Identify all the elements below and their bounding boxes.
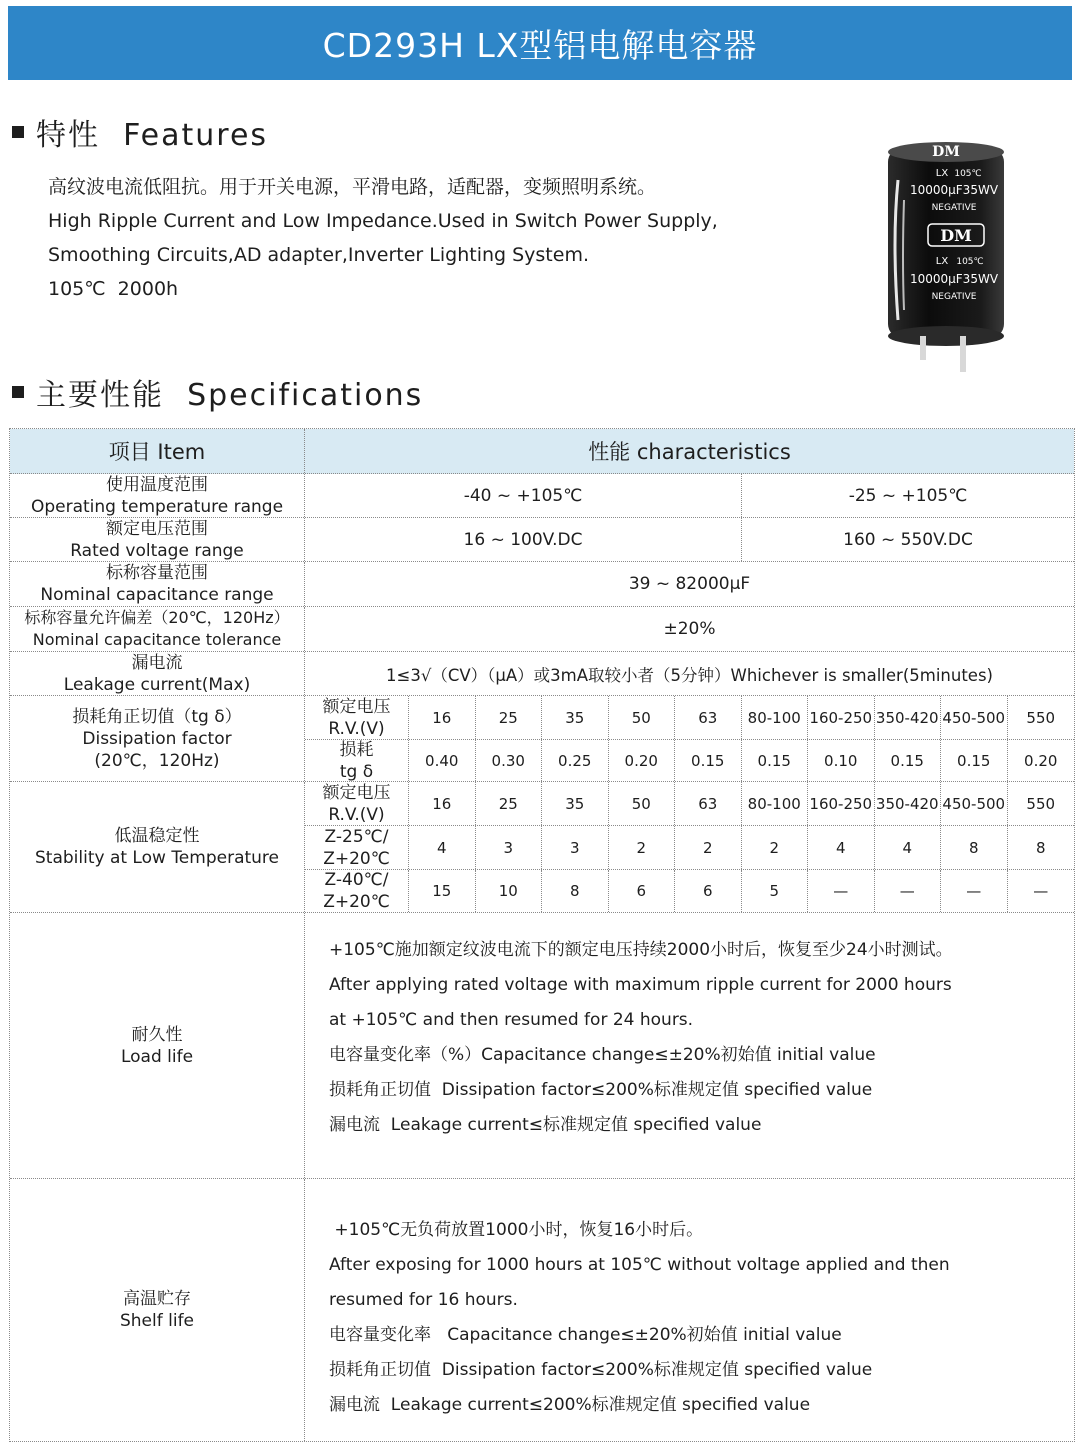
row-rated-voltage	[10, 518, 1074, 562]
label-en: Nominal capacitance range	[40, 585, 274, 605]
tg-delta-cell: 0.40	[409, 740, 476, 781]
label-line: Z+20℃	[323, 848, 390, 869]
rated-voltage-cell: 550	[1026, 708, 1056, 727]
row-label	[10, 474, 305, 517]
header-characteristics: 性能 characteristics	[588, 440, 791, 464]
row-label	[10, 562, 305, 606]
label-zh: 高温贮存	[123, 1289, 191, 1309]
features-line: 105℃ 2000h	[48, 278, 179, 300]
label-zh: 额定电压	[322, 696, 391, 717]
rated-voltage-cell: 50	[609, 696, 676, 739]
load-life-line: 电容量变化率（%）Capacitance change≤±20%初始值 initial value	[329, 1045, 876, 1065]
row-shelf-life	[10, 1179, 1074, 1441]
load-life-line: +105℃施加额定纹波电流下的额定电压持续2000小时后，恢复至少24小时测试。	[329, 940, 953, 960]
rated-voltage-cell: 25	[476, 782, 543, 825]
tg-delta-cell: 0.15	[675, 740, 742, 781]
label-en: Load life	[120, 1046, 194, 1067]
label-en: Dissipation factor	[82, 728, 232, 749]
row-label	[10, 518, 305, 561]
series-mark: LX	[935, 168, 949, 179]
negative-mark: NEGATIVE	[931, 292, 977, 302]
features-heading	[12, 110, 268, 154]
tg-delta-cell: 0.25	[542, 740, 609, 781]
label-zh: 额定电压	[322, 782, 391, 803]
row-capacitance-tolerance	[10, 607, 1074, 652]
label-zh: 额定电压范围	[106, 518, 208, 539]
row-label	[10, 913, 305, 1178]
z40-cell: 15	[409, 870, 476, 912]
label-en: Shelf life	[119, 1311, 195, 1331]
features-heading-text: 特性 Features	[36, 118, 269, 153]
rated-voltage-cell: 63	[675, 696, 742, 739]
rated-voltage-cell: 450-500	[941, 782, 1008, 825]
rated-voltage-cell: 35	[542, 696, 609, 739]
label-line: Z-40℃/	[324, 870, 389, 890]
rated-voltage-cell: 160-250	[808, 782, 875, 825]
z25-cell: 2	[609, 826, 676, 869]
spec-table-header	[10, 429, 1074, 474]
temp-range-low-voltage: -40 ~ +105℃	[305, 474, 742, 517]
rated-voltage-cell: 16	[409, 696, 476, 739]
tg-delta-label	[305, 740, 409, 781]
rated-voltage-cell: 80-100	[742, 782, 809, 825]
z25-cell: 2	[675, 826, 742, 869]
label-zh: 损耗	[339, 739, 374, 760]
tg-delta-cell: 0.15	[742, 740, 809, 781]
label-zh: 低温稳定性	[114, 826, 200, 846]
rated-voltage-cell: 25	[476, 696, 543, 739]
row-leakage-current	[10, 652, 1074, 696]
spec-table	[9, 428, 1075, 1442]
z40-cell: 5	[742, 870, 809, 912]
load-life-line: at +105℃ and then resumed for 24 hours.	[329, 1010, 694, 1030]
low-temperature-grid	[305, 782, 1074, 912]
shelf-life-line: +105℃无负荷放置1000小时，恢复16小时后。	[329, 1220, 704, 1240]
rated-voltage-cell: 80-100	[742, 696, 809, 739]
bullet-square-icon	[12, 386, 24, 398]
dissipation-grid	[305, 696, 1074, 781]
row-capacitance-range	[10, 562, 1074, 607]
rated-voltage-label	[305, 782, 409, 825]
rated-voltage-cell: 450-500	[941, 696, 1008, 739]
z40-cell: —	[941, 870, 1008, 912]
label-en: Leakage current(Max)	[63, 674, 251, 695]
bullet-square-icon	[12, 126, 24, 138]
rated-voltage-cell: 35	[542, 782, 609, 825]
series-mark: LX	[935, 256, 949, 267]
label-condition: (20℃，120Hz)	[94, 750, 220, 771]
capacitor-lead	[960, 336, 966, 372]
rating-mark: 10000μF35WV	[909, 183, 999, 197]
label-zh: 漏电流	[131, 652, 183, 673]
row-label	[10, 696, 305, 781]
tg-delta-cell: 0.30	[476, 740, 543, 781]
shelf-life-line: 损耗角正切值 Dissipation factor≤200%标准规定值 specified value	[329, 1360, 873, 1380]
shelf-life-text	[329, 1213, 950, 1423]
shelf-life-line: After exposing for 1000 hours at 105℃ without voltage applied and then	[329, 1255, 950, 1275]
load-life-line: After applying rated voltage with maximum ripple current for 2000 hours	[329, 975, 952, 995]
voltage-range-high: 160 ~ 550V.DC	[843, 529, 973, 550]
shelf-life-line: 电容量变化率 Capacitance change≤±20%初始值 initial value	[329, 1325, 842, 1345]
row-dissipation-factor	[10, 696, 1074, 782]
z40-cell: 6	[675, 870, 742, 912]
rated-voltage-cell: 160-250	[808, 696, 875, 739]
z25-label	[305, 826, 409, 869]
label-en: R.V.(V)	[328, 718, 385, 739]
row-label	[10, 652, 305, 695]
z40-cell: —	[808, 870, 875, 912]
z25-cell: 4	[808, 826, 875, 869]
tg-delta-cell: 0.15	[875, 740, 942, 781]
specifications-heading-text: 主要性能 Specifications	[36, 378, 424, 413]
label-zh: 损耗角正切值（tg δ）	[72, 706, 242, 727]
z25-cell: 2	[742, 826, 809, 869]
negative-mark: NEGATIVE	[931, 203, 977, 213]
z40-cell: 8	[542, 870, 609, 912]
z25-cell: 4	[409, 826, 476, 869]
page-title-banner	[8, 6, 1072, 80]
z25-cell: 3	[542, 826, 609, 869]
temp-range-high-voltage: -25 ~ +105℃	[848, 485, 968, 506]
rated-voltage-label	[305, 696, 409, 739]
rated-voltage-cell: 63	[675, 782, 742, 825]
label-en: R.V.(V)	[328, 804, 385, 825]
rated-voltage-cell: 550	[1026, 794, 1056, 813]
load-life-text	[329, 933, 953, 1143]
z25-cell: 4	[875, 826, 942, 869]
row-label	[10, 782, 305, 912]
label-en: tg δ	[339, 761, 374, 782]
label-en: Stability at Low Temperature	[34, 848, 280, 868]
brand-mark: DM	[940, 226, 972, 245]
rated-voltage-cell: 16	[409, 782, 476, 825]
z40-label	[305, 870, 409, 912]
load-life-line: 漏电流 Leakage current≤标准规定值 specified value	[329, 1115, 762, 1135]
shelf-life-line: resumed for 16 hours.	[329, 1290, 518, 1310]
page-title: CD293H LX型铝电解电容器	[322, 25, 758, 65]
label-en: Nominal capacitance tolerance	[32, 630, 282, 649]
label-en: Operating temperature range	[30, 496, 284, 517]
tg-delta-cell: 0.15	[941, 740, 1008, 781]
rating-mark: 10000μF35WV	[909, 272, 999, 286]
z40-cell: —	[1033, 882, 1049, 900]
row-load-life	[10, 913, 1074, 1179]
row-operating-temperature	[10, 474, 1074, 518]
z25-cell: 8	[1035, 838, 1046, 857]
capacitor-image	[884, 140, 1016, 374]
label-zh: 标称容量范围	[106, 563, 208, 583]
z25-cell: 8	[941, 826, 1008, 869]
leakage-current-value: 1≤3√（CV）（μA）或3mA取较小者（5分钟）Whichever is smaller(5minutes)	[386, 665, 993, 685]
features-line: High Ripple Current and Low Impedance.Used in Switch Power Supply,	[48, 210, 718, 232]
brand-mark: DM	[932, 144, 960, 160]
z40-cell: 6	[609, 870, 676, 912]
label-line: Z-25℃/	[324, 826, 389, 847]
rated-voltage-cell: 350-420	[875, 782, 942, 825]
capacitance-range-value: 39 ~ 82000μF	[628, 574, 751, 594]
z40-cell: —	[875, 870, 942, 912]
capacitor-lead	[920, 336, 926, 360]
rated-voltage-cell: 350-420	[875, 696, 942, 739]
shelf-life-line: 漏电流 Leakage current≤200%标准规定值 specified value	[329, 1395, 811, 1415]
load-life-line: 损耗角正切值 Dissipation factor≤200%标准规定值 specified value	[329, 1080, 873, 1100]
features-line: Smoothing Circuits,AD adapter,Inverter Lighting System.	[48, 244, 589, 266]
features-line: 高纹波电流低阻抗。用于开关电源，平滑电路，适配器，变频照明系统。	[48, 176, 657, 198]
row-label	[10, 607, 305, 651]
tg-delta-cell: 0.10	[808, 740, 875, 781]
temp-mark: 105℃	[956, 257, 984, 267]
capacitance-tolerance-value: ±20%	[663, 619, 716, 639]
voltage-range-low: 16 ~ 100V.DC	[305, 518, 742, 561]
row-low-temperature-stability	[10, 782, 1074, 913]
specifications-heading	[12, 370, 423, 414]
label-zh: 标称容量允许偏差（20℃，120Hz）	[24, 608, 290, 627]
label-en: Rated voltage range	[70, 540, 244, 561]
rated-voltage-cell: 50	[609, 782, 676, 825]
z40-cell: 10	[476, 870, 543, 912]
label-zh: 使用温度范围	[106, 474, 208, 495]
tg-delta-cell: 0.20	[1024, 751, 1058, 770]
features-text	[48, 170, 718, 306]
z25-cell: 3	[476, 826, 543, 869]
header-item: 项目 Item	[10, 429, 305, 473]
label-zh: 耐久性	[131, 1024, 183, 1045]
tg-delta-cell: 0.20	[609, 740, 676, 781]
temp-mark: 105℃	[954, 169, 982, 179]
label-line: Z+20℃	[323, 892, 390, 912]
row-label	[10, 1179, 305, 1441]
